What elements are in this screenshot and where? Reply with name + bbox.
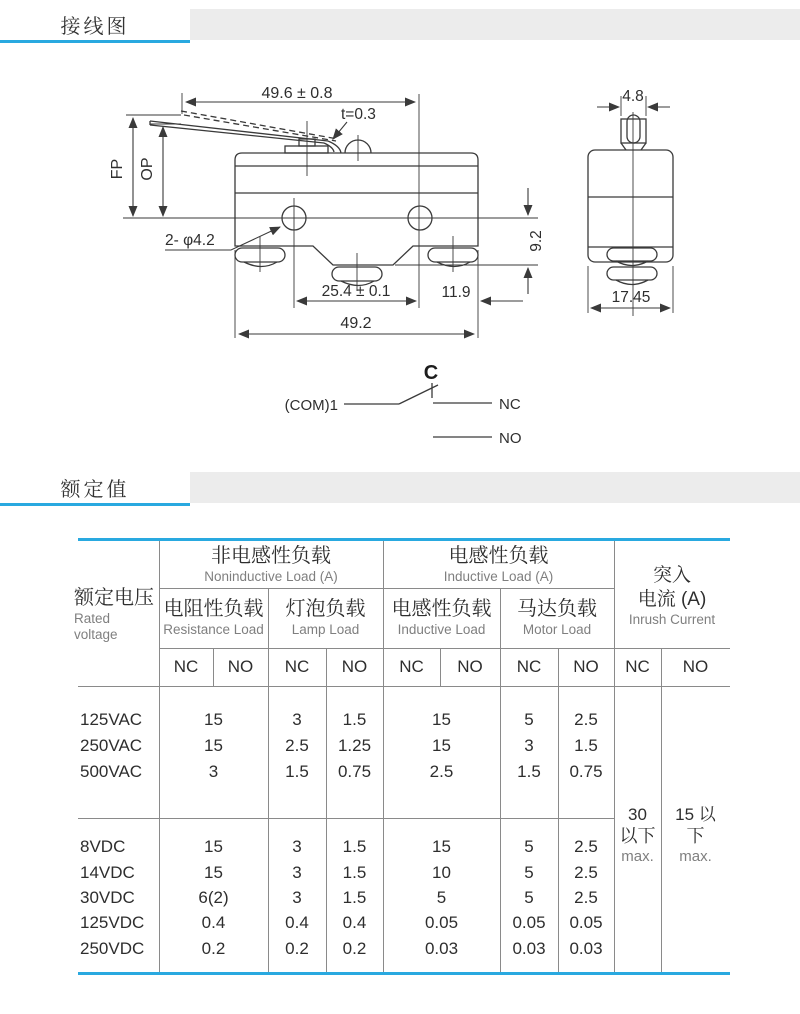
table-cell: 3: [524, 736, 534, 756]
section-title-ratings: 额定值: [60, 479, 130, 501]
row-voltage: 8VDC: [80, 837, 126, 857]
row-voltage: 250VAC: [80, 736, 143, 756]
inrush-no-value: 15 以: [675, 804, 716, 824]
dim-hole-pitch: [297, 283, 416, 301]
dim-edge-label: 11.9: [441, 284, 471, 301]
dim-depth: [395, 188, 545, 294]
header-motor-load: [500, 590, 614, 646]
table-top-rule: [78, 538, 730, 541]
table-cell: 0.03: [424, 939, 459, 959]
motor-load-en: Motor Load: [522, 622, 592, 638]
table-cell: 2.5: [574, 863, 598, 883]
table-cell: 0.75: [337, 762, 372, 782]
circuit-diagram: [285, 362, 522, 447]
dim-lever-length-label: 49.6 ± 0.8: [261, 85, 333, 102]
header-group-inductive: [383, 542, 614, 588]
lamp-load-en: Lamp Load: [291, 622, 360, 638]
group-inductive-en: Inductive Load (A): [443, 569, 554, 585]
motor-load-zh: 马达负载: [517, 598, 597, 621]
header-inrush-current: [614, 548, 730, 644]
section-tab-ratings: [0, 472, 190, 503]
ncno-header: NC: [284, 657, 310, 677]
fp-label: FP: [109, 158, 126, 180]
section-tab-wiring: [0, 9, 190, 40]
table-cell: 1.5: [342, 888, 367, 908]
dim-side-width-label: 17.45: [611, 289, 651, 306]
ncno-header: NC: [173, 657, 199, 677]
dim-body-width: [239, 315, 474, 334]
op-label: OP: [139, 157, 156, 181]
circuit-com-label: (COM)1: [284, 397, 338, 414]
front-view: [109, 85, 545, 338]
holes-label: 2- φ4.2: [165, 232, 215, 249]
table-cell: 10: [432, 863, 451, 883]
resistance-load-en: Resistance Load: [163, 622, 264, 638]
dim-side-width: [588, 266, 673, 313]
table-cell: 5: [524, 863, 534, 883]
ncno-header: NO: [227, 657, 254, 677]
row-voltage: 250VDC: [80, 939, 145, 959]
table-cell: 0.2: [342, 939, 367, 959]
section-underline-ratings: [0, 503, 190, 506]
row-voltage: 125VAC: [80, 710, 143, 730]
dim-plunger-width-label: 4.8: [622, 88, 644, 105]
circuit-c-label: C: [423, 362, 439, 384]
table-cell: 2.5: [285, 736, 309, 756]
ncno-header: NC: [516, 657, 542, 677]
header-inductive-load: [383, 590, 500, 646]
group-inductive-zh: 电感性负载: [448, 545, 549, 568]
inrush-header-en: Inrush Current: [628, 611, 716, 627]
dim-thickness-label: t=0.3: [341, 106, 376, 123]
table-cell: 1.25: [337, 736, 372, 756]
section-title-wiring: 接线图: [60, 16, 130, 38]
plunger-side: [621, 115, 646, 150]
group-noninductive-en: Noninductive Load (A): [204, 569, 338, 585]
table-cell: 0.03: [569, 939, 603, 959]
row-voltage: 500VAC: [80, 762, 143, 782]
header-rated-voltage-en1: Rated: [74, 611, 111, 626]
grid-line: [159, 588, 614, 589]
table-cell: 1.5: [342, 863, 367, 883]
header-resistance-load: [159, 590, 268, 646]
table-cell: 1.5: [342, 710, 367, 730]
inrush-nc-max: max.: [621, 847, 654, 865]
table-cell: 1.5: [517, 762, 541, 782]
table-cell: 0.2: [201, 939, 226, 959]
inrush-header-zh1: 突入: [652, 565, 691, 587]
table-cell: 15: [204, 837, 223, 857]
table-cell: 15: [432, 837, 451, 857]
dim-depth-label: 9.2: [528, 230, 545, 252]
table-cell: 3: [208, 762, 219, 782]
section-bar-ratings: [190, 472, 800, 503]
lamp-load-zh: 灯泡负载: [285, 598, 366, 621]
table-cell: 0.05: [512, 913, 546, 933]
table-cell: 15: [204, 736, 223, 756]
dim-lever-length: [182, 85, 415, 114]
header-group-noninductive: [159, 542, 383, 588]
ncno-header: NO: [573, 657, 599, 677]
table-cell: 15: [204, 863, 223, 883]
header-rated-voltage-zh: 额定电压: [74, 587, 154, 609]
resistance-load-zh: 电阻性负载: [163, 598, 264, 621]
table-cell: 6(2): [198, 888, 229, 908]
table-cell: 0.4: [201, 913, 226, 933]
table-cell: 15: [432, 736, 451, 756]
header-rated-voltage: [74, 586, 159, 652]
table-cell: 3: [292, 863, 302, 883]
table-cell: 3: [292, 837, 302, 857]
dim-plunger-width: [597, 88, 670, 116]
table-cell: 5: [436, 888, 447, 908]
table-cell: 5: [524, 837, 534, 857]
table-cell: 15: [432, 710, 451, 730]
table-cell: 0.4: [342, 913, 367, 933]
table-cell: 3: [292, 888, 302, 908]
section-underline-wiring: [0, 40, 190, 43]
ncno-header: NC: [399, 657, 424, 677]
dim-op: [139, 124, 181, 216]
section-bar-wiring: [190, 9, 800, 40]
table-cell: 2.5: [574, 888, 598, 908]
table-cell: 1.5: [342, 837, 367, 857]
circuit-no-label: NO: [499, 430, 522, 447]
table-cell: 0.75: [569, 762, 603, 782]
ncno-header: NC: [625, 657, 650, 677]
inductive-load-en: Inductive Load: [397, 622, 486, 638]
dimension-drawing: [0, 55, 800, 460]
table-cell: 0.03: [512, 939, 546, 959]
row-voltage: 14VDC: [80, 863, 135, 883]
grid-line: [78, 686, 730, 687]
ncno-header: NO: [682, 657, 709, 677]
table-cell: 0.4: [285, 913, 309, 933]
ncno-header: NO: [341, 657, 368, 677]
table-cell: 2.5: [574, 837, 598, 857]
dim-body-width-label: 49.2: [340, 315, 372, 332]
dim-edge: [441, 284, 523, 301]
table-cell: 3: [292, 710, 302, 730]
table-cell: 2.5: [429, 762, 454, 782]
table-cell: 0.2: [285, 939, 309, 959]
group-noninductive-zh: 非电感性负载: [211, 545, 331, 568]
ncno-header: NO: [457, 657, 483, 677]
inrush-nc-unit: 以下: [619, 826, 656, 846]
side-view: [588, 88, 673, 316]
header-rated-voltage-en2: voltage: [74, 627, 118, 643]
table-cell: 5: [524, 888, 534, 908]
inrush-value-nc: [614, 795, 661, 875]
inrush-value-no: [661, 795, 730, 875]
table-bottom-rule: [78, 972, 730, 975]
terminals-side: [607, 248, 657, 285]
table-cell: 1.5: [285, 762, 309, 782]
table-cell: 0.05: [569, 913, 603, 933]
inrush-nc-value: 30: [628, 804, 647, 824]
circuit-nc-label: NC: [499, 396, 521, 413]
inductive-load-zh: 电感性负载: [391, 598, 492, 621]
inrush-header-zh2: 电流 (A): [637, 588, 707, 610]
row-voltage: 30VDC: [80, 888, 135, 908]
table-cell: 2.5: [574, 710, 598, 730]
row-voltage: 125VDC: [80, 913, 145, 933]
table-cell: 5: [524, 710, 534, 730]
header-lamp-load: [268, 590, 383, 646]
table-cell: 1.5: [574, 736, 598, 756]
dim-thickness: [333, 106, 376, 139]
table-cell: 0.05: [424, 913, 459, 933]
dim-hole-pitch-label: 25.4 ± 0.1: [321, 283, 391, 300]
inrush-no-max: max.: [679, 847, 712, 865]
table-cell: 15: [204, 710, 223, 730]
inrush-no-unit: 下: [686, 826, 705, 846]
